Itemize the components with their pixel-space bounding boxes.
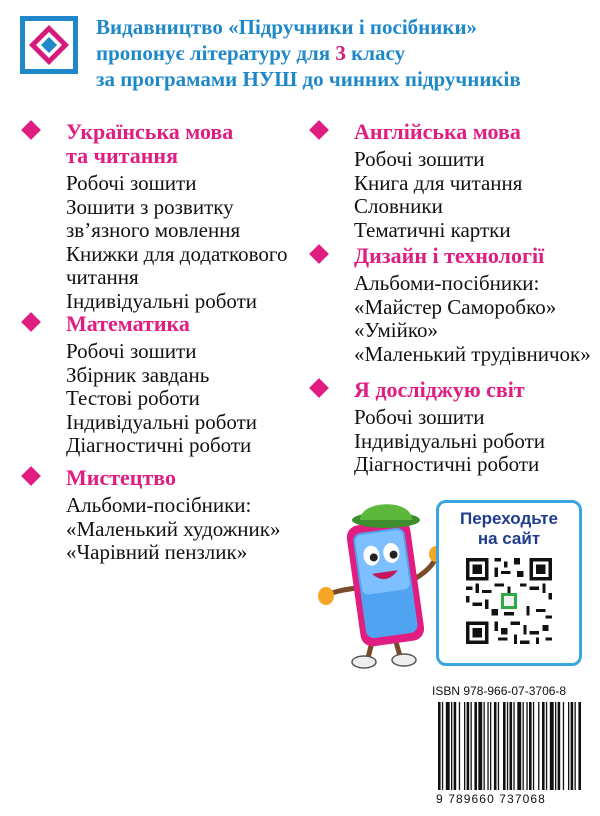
list-item: Індивідуальні роботи [66, 409, 258, 434]
header-line-2-post: класу [345, 41, 406, 65]
list-item: Книжки для додаткового [66, 241, 288, 266]
list-item: «Маленький художник» [66, 516, 281, 541]
list-item: Робочі зошити [66, 171, 197, 195]
diamond-bullet-icon [21, 312, 41, 332]
barcode-icon [436, 702, 584, 790]
header-line-2-pre: пропонує літературу для [96, 41, 336, 65]
isbn-label: ISBN 978-966-07-3706-8 [432, 684, 567, 698]
diamond-bullet-icon [21, 120, 41, 140]
list-item: «Маленький трудівничок» [354, 341, 591, 366]
list-item: Тестові роботи [66, 386, 200, 410]
diamond-bullet-icon [309, 378, 329, 398]
list-item: Книга для читання [354, 170, 523, 195]
diamond-bullet-icon [309, 120, 329, 140]
publisher-logo-icon [20, 16, 78, 74]
diamond-bullet-icon [21, 466, 41, 486]
list-item: Словники [354, 194, 443, 218]
header [96, 14, 596, 92]
list-item: Діагностичні роботи [354, 452, 540, 476]
list-item: Альбоми-посібники: [354, 271, 540, 295]
header-line-2 [96, 40, 596, 66]
list-item: «Умійко» [354, 318, 439, 342]
list-item: «Майстер Саморобко» [354, 294, 557, 319]
diamond-bullet-icon [309, 244, 329, 264]
section-english [354, 120, 522, 242]
list-item: Індивідуальні роботи [354, 428, 546, 453]
phone-mascot-icon [316, 492, 442, 672]
grade-number: 3 [335, 41, 346, 65]
list-item: Збірник завдань [66, 362, 210, 387]
list-item: Діагностичні роботи [66, 433, 252, 457]
section-world [354, 378, 545, 477]
header-line-1: Видавництво «Підручники і посібники» [96, 15, 478, 39]
section-art [66, 466, 280, 565]
list-item: Робочі зошити [354, 147, 485, 171]
qr-panel [436, 500, 582, 666]
section-title-line-2: та читання [66, 143, 178, 168]
section-design [354, 244, 591, 366]
list-item: Альбоми-посібники: [66, 493, 252, 517]
qr-title: Переходьте на сайт [459, 509, 558, 548]
list-item: читання [66, 265, 139, 289]
list-item: Робочі зошити [354, 405, 485, 429]
list-item: зв’язного мовлення [66, 218, 241, 242]
header-line-3: за програмами НУШ до чинних підручників [96, 67, 521, 91]
list-item: Зошити з розвитку [66, 194, 234, 219]
list-item: Тематичні картки [354, 217, 511, 242]
section-title: Математика [66, 311, 190, 336]
list-item: «Чарівний пензлик» [66, 540, 248, 564]
section-ukrainian [66, 120, 287, 313]
list-item: Індивідуальні роботи [66, 288, 258, 313]
barcode-number: 9 789660 737068 [436, 792, 546, 806]
section-math [66, 312, 257, 458]
section-title: Я досліджую світ [354, 377, 525, 402]
section-title: Англійська мова [354, 119, 521, 144]
section-title: Дизайн і технології [354, 243, 545, 268]
section-title: Мистецтво [66, 465, 176, 490]
section-title: Українська мова [66, 119, 234, 144]
qr-code-icon[interactable] [463, 555, 555, 647]
list-item: Робочі зошити [66, 339, 197, 363]
